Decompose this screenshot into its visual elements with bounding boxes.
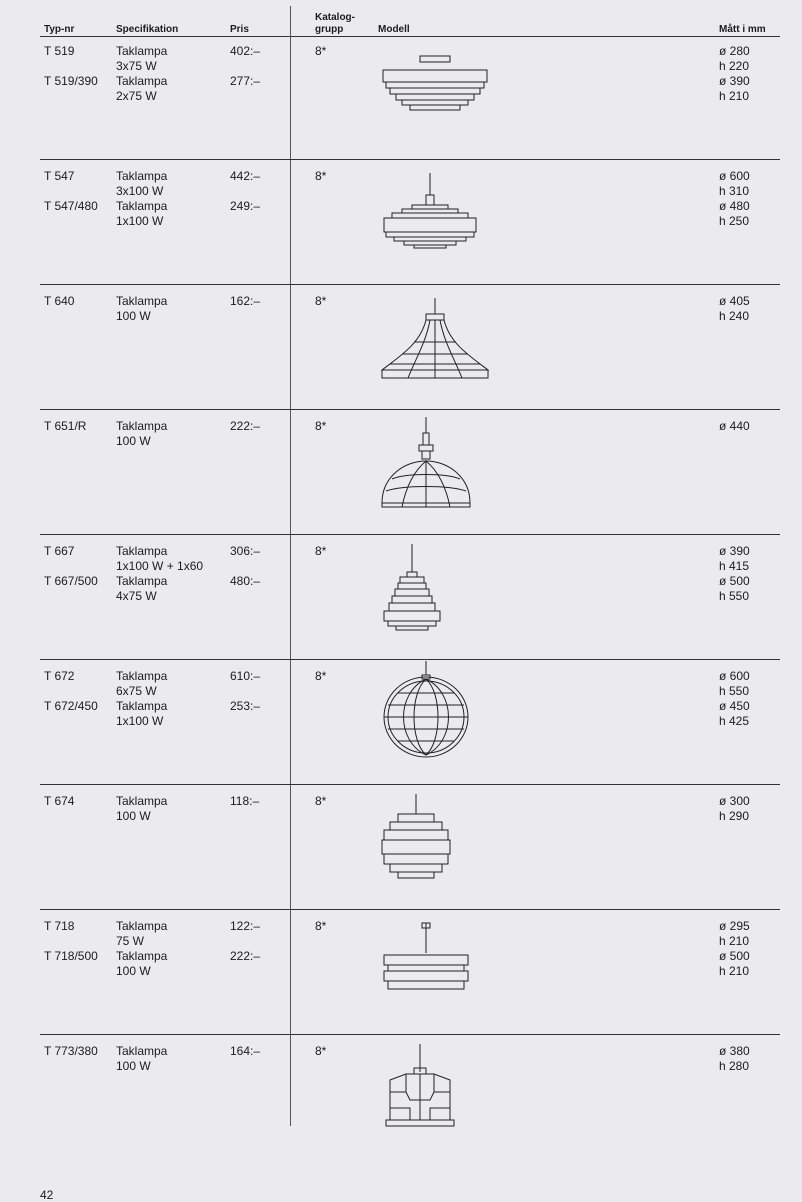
type-number: T 672 T 672/450 xyxy=(44,669,98,713)
table-row xyxy=(0,919,802,1044)
header-price: Pris xyxy=(230,24,249,35)
price: 162:– xyxy=(230,294,261,308)
type-number: T 519 T 519/390 xyxy=(44,44,98,88)
dimensions: ø 390 h 415 ø 500 h 550 xyxy=(719,544,750,603)
catalog-group: 8* xyxy=(315,544,327,558)
bell-flare-lamp-icon xyxy=(370,284,500,394)
type-number: T 674 xyxy=(44,794,75,808)
dimensions: ø 440 xyxy=(719,419,750,433)
tiered-drum-lamp-icon xyxy=(370,34,500,144)
price: 442:– 249:– xyxy=(230,169,261,213)
catalog-group: 8* xyxy=(315,169,327,183)
dimensions: ø 295 h 210 ø 500 h 210 xyxy=(719,919,750,978)
catalog-group: 8* xyxy=(315,44,327,58)
pagoda-lamp-icon xyxy=(370,534,500,644)
dimensions: ø 300 h 290 xyxy=(719,794,750,823)
table-row xyxy=(0,294,802,419)
specification: Taklampa 3x75 W Taklampa 2x75 W xyxy=(116,44,168,103)
price: 122:– 222:– xyxy=(230,919,261,963)
specification: Taklampa 6x75 W Taklampa 1x100 W xyxy=(116,669,168,728)
price: 402:– 277:– xyxy=(230,44,261,88)
price: 306:– 480:– xyxy=(230,544,261,588)
header-model: Modell xyxy=(378,24,410,35)
dimensions: ø 600 h 310 ø 480 h 250 xyxy=(719,169,750,228)
page-number: 42 xyxy=(40,1188,54,1202)
type-number: T 547 T 547/480 xyxy=(44,169,98,213)
specification: Taklampa 100 W xyxy=(116,1044,168,1073)
specification: Taklampa 75 W Taklampa 100 W xyxy=(116,919,168,978)
table-row xyxy=(0,169,802,294)
price: 610:– 253:– xyxy=(230,669,261,713)
header-type: Typ-nr xyxy=(44,24,75,35)
type-number: T 718 T 718/500 xyxy=(44,919,98,963)
specification: Taklampa 3x100 W Taklampa 1x100 W xyxy=(116,169,168,228)
dimensions: ø 600 h 550 ø 450 h 425 xyxy=(719,669,750,728)
catalog-group: 8* xyxy=(315,794,327,808)
table-row xyxy=(0,419,802,544)
specification: Taklampa 100 W xyxy=(116,794,168,823)
type-number: T 640 xyxy=(44,294,75,308)
specification: Taklampa 100 W xyxy=(116,419,168,448)
table-row xyxy=(0,44,802,169)
dome-lamp-icon xyxy=(370,409,500,519)
catalog-group: 8* xyxy=(315,919,327,933)
globe-lamp-icon xyxy=(370,659,500,769)
catalog-group: 8* xyxy=(315,419,327,433)
header-group-line2: grupp xyxy=(315,24,344,35)
specification: Taklampa 1x100 W + 1x60 Taklampa 4x75 W xyxy=(116,544,204,603)
price: 164:– xyxy=(230,1044,261,1058)
table-row xyxy=(0,544,802,669)
ribbed-ball-lamp-icon xyxy=(370,784,500,894)
folded-cube-lamp-icon xyxy=(370,1034,500,1144)
dimensions: ø 405 h 240 xyxy=(719,294,750,323)
price: 118:– xyxy=(230,794,260,808)
dimensions: ø 380 h 280 xyxy=(719,1044,750,1073)
catalog-group: 8* xyxy=(315,669,327,683)
table-row xyxy=(0,1044,802,1169)
header-spec: Specifikation xyxy=(116,24,179,35)
dimensions: ø 280 h 220 ø 390 h 210 xyxy=(719,44,750,103)
price: 222:– xyxy=(230,419,261,433)
header-dims: Mått i mm xyxy=(719,24,766,35)
table-row xyxy=(0,669,802,794)
type-number: T 651/R xyxy=(44,419,87,433)
catalog-group: 8* xyxy=(315,1044,327,1058)
nested-cylinder-lamp-icon xyxy=(370,909,500,1019)
type-number: T 773/380 xyxy=(44,1044,98,1058)
header-group-line1: Katalog- xyxy=(315,12,355,23)
catalog-group: 8* xyxy=(315,294,327,308)
type-number: T 667 T 667/500 xyxy=(44,544,98,588)
specification: Taklampa 100 W xyxy=(116,294,168,323)
stacked-disc-lamp-icon xyxy=(370,159,500,269)
table-row xyxy=(0,794,802,919)
